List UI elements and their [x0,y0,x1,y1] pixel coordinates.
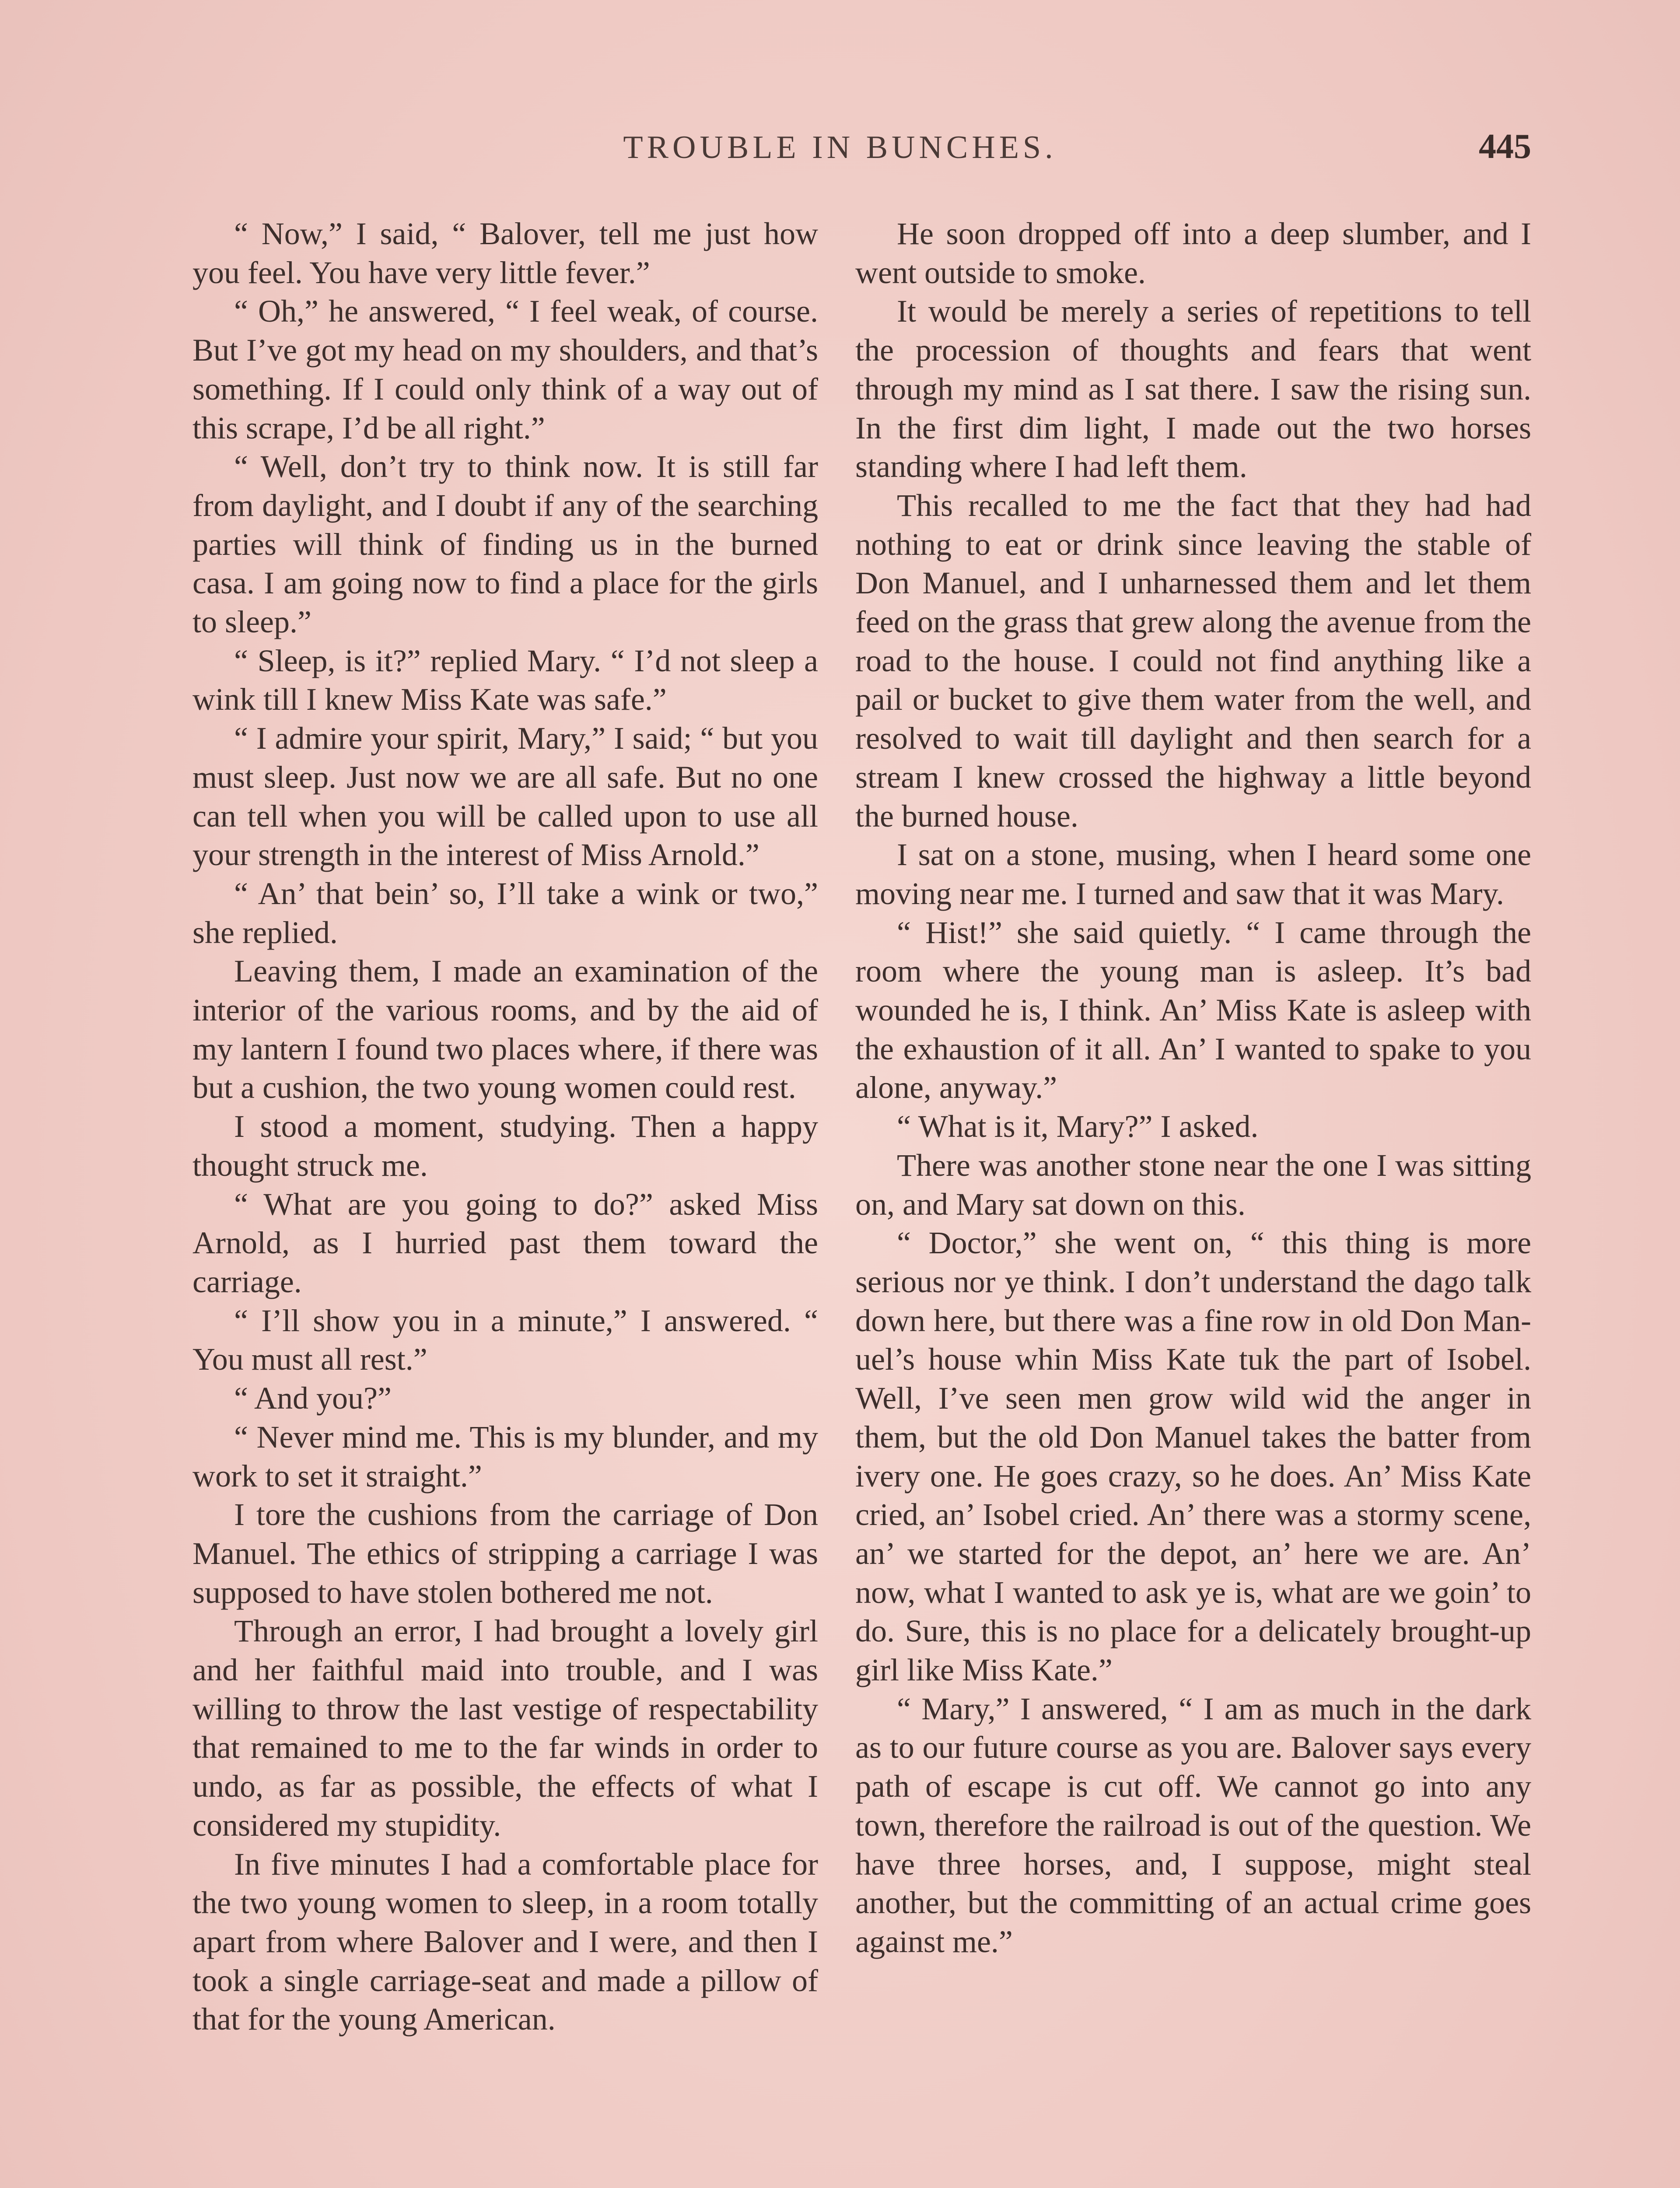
paragraph: “ Now,” I said, “ Balover, tell me just how you feel. You have very little fever.” [192,216,818,290]
paragraph: “ Sleep, is it?” replied Mary. “ I’d not sleep a wink till I knew Miss Kate was safe.” [192,643,818,717]
paragraph: “ Never mind me. This is my blunder, and my work to set it straight.” [192,1419,818,1494]
paragraph: He soon dropped off into a deep slumber, and I went outside to smoke. [855,216,1531,290]
page-number: 445 [1479,127,1531,166]
paragraph: I sat on a stone, musing, when I heard some one moving near me. I turned and saw that it was Mary. [855,837,1531,911]
paragraph: I tore the cushions from the carriage of Don Manuel. The ethics of stripping a carriage I was supposed to have stolen bothered me not. [192,1497,818,1610]
paragraph: “ Well, don’t try to think now. It is still far from daylight, and I doubt if any of the searching parties will think of finding us in the burned casa. I am going now to find a place for the girls to sleep.” [192,449,818,640]
paragraph: “ An’ that bein’ so, I’ll take a wink or two,” she replied. [192,876,818,950]
paragraph: “ Mary,” I answered, “ I am as much in the dark as to our future course as you are. Balover says every path of escape is cut off. We cannot go into any town, therefore the railroad is out of the question. We have three horses, and, I suppose, might steal another, but the committing of an actual crime goes against me.” [855,1691,1531,1959]
right-column [855,214,1531,1961]
paragraph: “ And you?” [234,1381,392,1416]
paragraph: “ I admire your spirit, Mary,” I said; “ but you must sleep. Just now we are all safe. But no one can tell when you will be called upon to use all your strength in the interest of Miss Arnold.” [192,721,818,873]
paragraph: “ What are you going to do?” asked Miss Arnold, as I hurried past them toward the carriage. [192,1186,818,1299]
paragraph: “ What is it, Mary?” I asked. [897,1109,1259,1144]
paragraph: Leaving them, I made an examination of the interior of the various rooms, and by the aid of my lantern I found two places where, if there was but a cushion, the two young women could rest. [192,954,818,1105]
running-title: TROUBLE IN BUNCHES. [623,130,1057,165]
paragraph: It would be merely a series of repetitions to tell the procession of thoughts and fears that went through my mind as I sat there. I saw the rising sun. In the first dim light, I made out the two horses standing where I had left them. [855,294,1531,484]
paragraph: “ Oh,” he answered, “ I feel weak, of course. But I’ve got my head on my shoulders, and that’s something. If I could only think of a way out of this scrape, I’d be all right.” [192,294,818,445]
paragraph: “ Hist!” she said quietly. “ I came through the room where the young man is asleep. It’s bad wounded he is, I think. An’ Miss Kate is asleep with the exhaustion of it all. An’ I wanted to spake to you alone, anyway.” [855,915,1531,1105]
paragraph: “ Doctor,” she went on, “ this thing is more serious nor ye think. I don’t understand the dago talk down here, but there was a fine row in old Don Manuel’s house whin Miss Kate tuk the part of Isobel. Well, I’ve seen men grow wild wid the anger in them, but the old Don Manuel takes the batter from ivery one. He goes crazy, so he does. An’ Miss Kate cried, an’ Isobel cried. An’ there was a stormy scene, an’ we started for the depot, an’ here we are. An’ now, what I wanted to ask ye is, what are we goin’ to do. Sure, this is no place for a delicately brought-up girl like Miss Kate.” [855,1225,1531,1688]
paragraph: This recalled to me the fact that they had had nothing to eat or drink since leaving the stable of Don Manuel, and I unharnessed them and let them feed on the grass that grew along the avenue from the road to the house. I could not find anything like a pail or bucket to give them water from the well, and resolved to wait till daylight and then search for a stream I knew crossed the highway a little beyond the burned house. [855,487,1531,834]
paragraph: Through an error, I had brought a lovely girl and her faithful maid into trouble, and I was willing to throw the last vestige of respectability that remained to me to the far winds in order to undo, as far as possible, the effects of what I considered my stupidity. [192,1613,818,1843]
paragraph: I stood a moment, studying. Then a happy thought struck me. [192,1109,818,1183]
paragraph: In five minutes I had a comfortable place for the two young women to sleep, in a room totally apart from where Balover and I were, and then I took a single carriage-seat and made a pillow of that for the young American. [192,1846,818,2037]
paragraph: “ I’ll show you in a minute,” I answered. “ You must all rest.” [192,1303,818,1377]
left-column [192,214,818,2039]
paragraph: There was another stone near the one I was sitting on, and Mary sat down on this. [855,1147,1531,1222]
